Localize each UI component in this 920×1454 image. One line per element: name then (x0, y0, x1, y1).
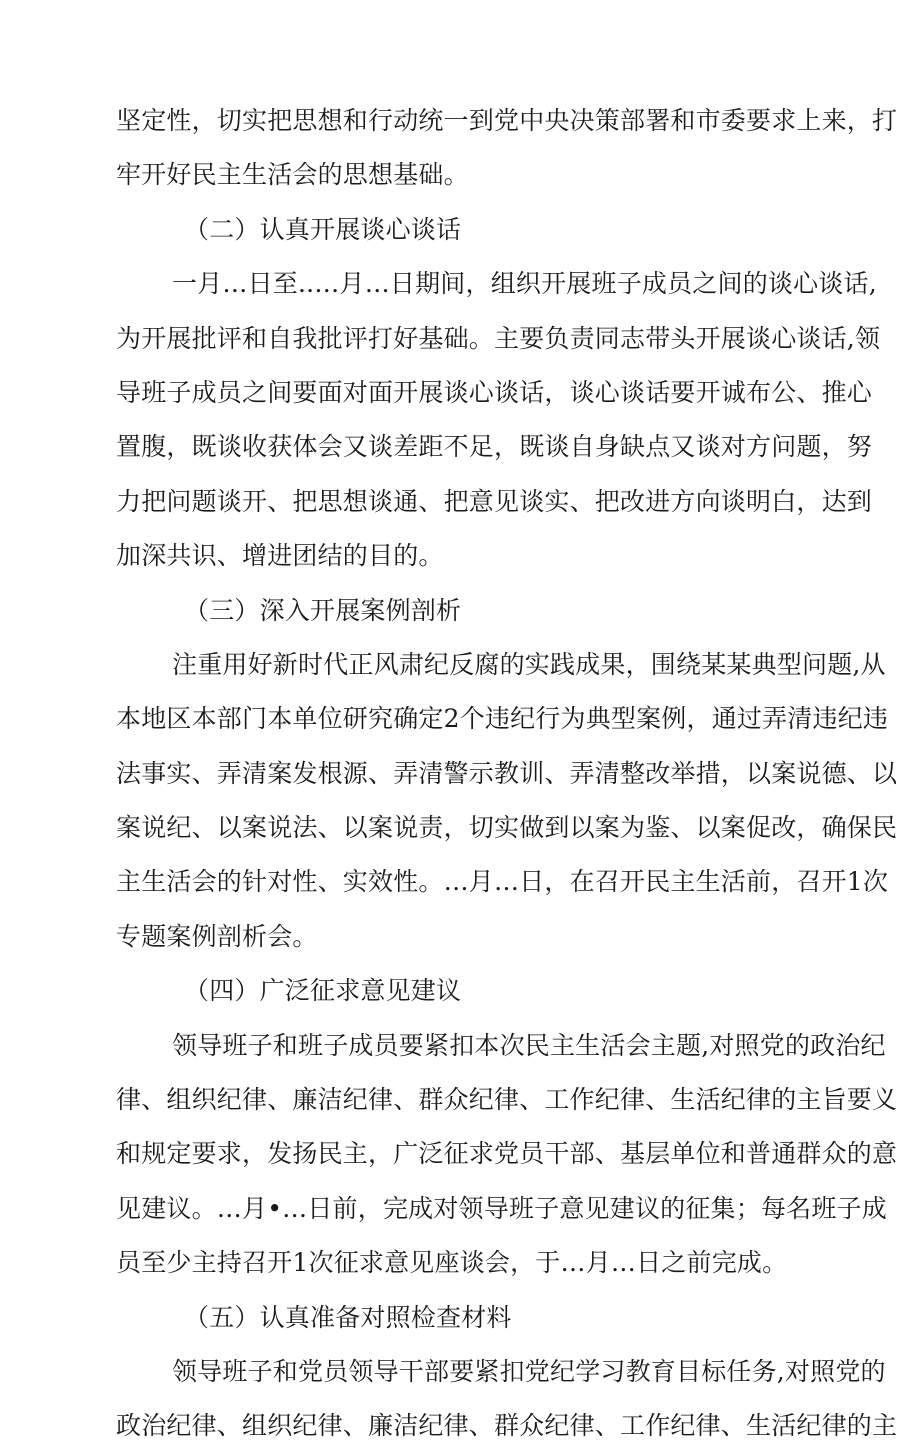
paragraph-line: 置腹，既谈收获体会又谈差距不足，既谈自身缺点又谈对方问题，努 (116, 432, 873, 462)
paragraph-line: 案说纪、以案说法、以案说责，切实做到以案为鉴、以案促改，确保民 (116, 813, 898, 843)
paragraph-first-line: 一月…日至..…月…日期间，组织开展班子成员之间的谈心谈话, (172, 269, 877, 299)
section-heading: （五）认真准备对照检查材料 (184, 1302, 512, 1332)
paragraph-line: 本地区本部门本单位研究确定2个违纪行为典型案例，通过弄清违纪违 (116, 704, 889, 734)
paragraph-line: 加深共识、增进团结的目的。 (116, 541, 444, 571)
document-body (116, 94, 898, 1454)
paragraph-line: 政治纪律、组织纪律、廉洁纪律、群众纪律、工作纪律、生活纪律的主 (116, 1411, 898, 1441)
paragraph-line: 和规定要求，发扬民主，广泛征求党员干部、基层单位和普通群众的意 (116, 1139, 898, 1169)
paragraph-first-line: 注重用好新时代正风肃纪反腐的实践成果，围绕某某典型问题,从 (172, 649, 886, 679)
paragraph-line: 见建议。…月•…日前，完成对领导班子意见建议的征集；每名班子成 (116, 1193, 887, 1223)
paragraph-line: 主生活会的针对性、实效性。…月…日，在召开民主生活前，召开1次 (116, 867, 889, 897)
paragraph-line: 导班子成员之间要面对面开展谈心谈话，谈心谈话要开诚布公、推心 (116, 377, 873, 407)
paragraph-line: 专题案例剖析会。 (116, 921, 318, 951)
paragraph-line: 为开展批评和自我批评打好基础。主要负责同志带头开展谈心谈话,领 (116, 323, 881, 353)
section-heading: （四）广泛征求意见建议 (184, 976, 462, 1006)
paragraph-line: 坚定性，切实把思想和行动统一到党中央决策部署和市委要求上来，打 (116, 106, 898, 135)
paragraph-line: 律、组织纪律、廉洁纪律、群众纪律、工作纪律、生活纪律的主旨要义 (116, 1085, 898, 1115)
paragraph-line: 员至少主持召开1次征求意见座谈会，于…月…日之前完成。 (116, 1248, 788, 1278)
section-heading: （二）认真开展谈心谈话 (184, 214, 462, 244)
paragraph-line: 法事实、弄清案发根源、弄清警示教训、弄清整改举措，以案说德、以 (116, 758, 898, 788)
section-heading: （三）深入开展案例剖析 (184, 595, 462, 625)
paragraph-first-line: 领导班子和党员领导干部要紧扣党纪学习教育目标任务,对照党的 (172, 1356, 886, 1386)
paragraph-first-line: 领导班子和班子成员要紧扣本次民主生活会主题,对照党的政治纪 (172, 1030, 886, 1060)
paragraph-line: 牢开好民主生活会的思想基础。 (116, 160, 469, 190)
paragraph-line: 力把问题谈开、把思想谈通、把意见谈实、把改进方向谈明白，达到 (116, 486, 873, 516)
